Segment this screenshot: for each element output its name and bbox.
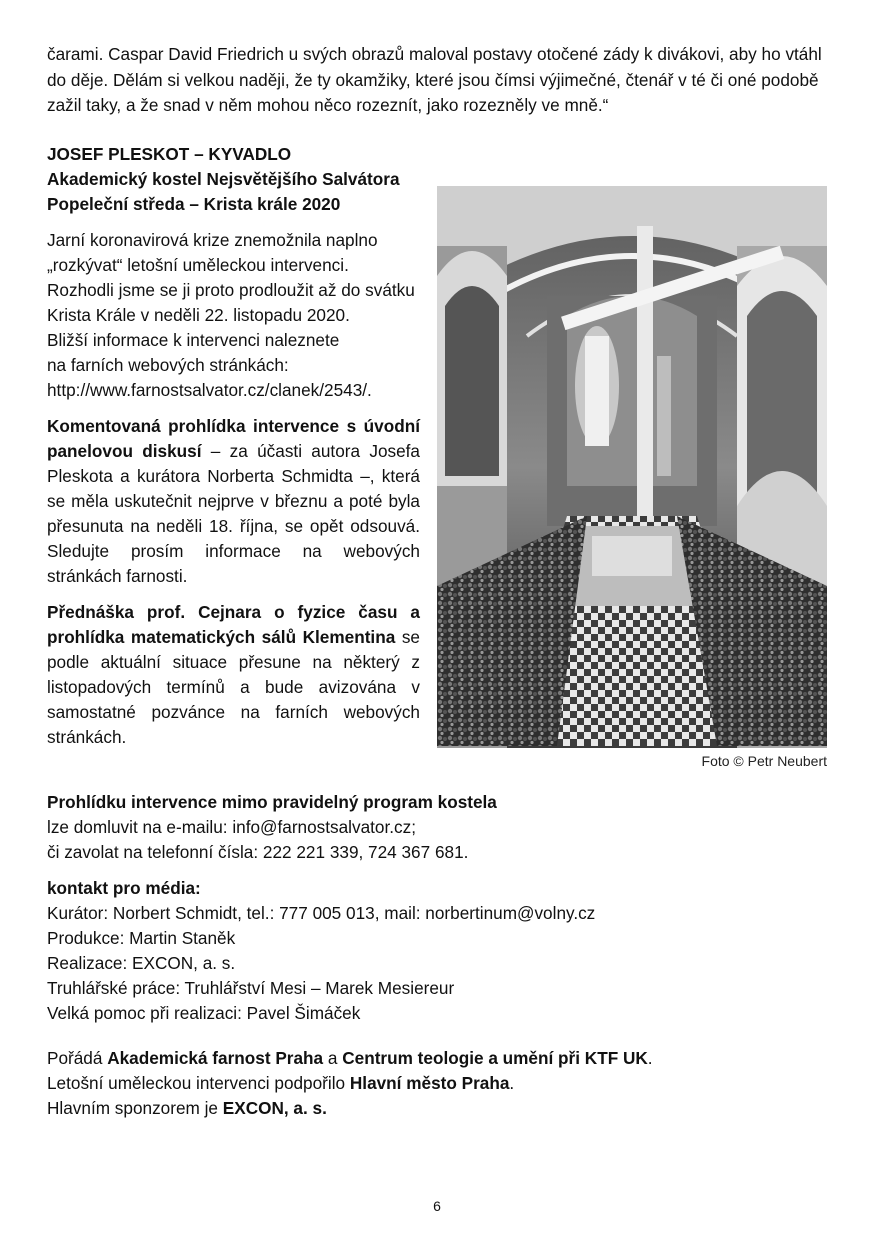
organizer-name: Akademická farnost Praha [107,1048,324,1068]
media-line: Velká pomoc při realizaci: Pavel Šimáček [47,1003,361,1023]
guided-tour-bold: Komentovaná prohlídka intervence s úvodní panelovou diskusí [47,416,420,461]
organizer-line-3 [47,1096,837,1121]
supporter-name: Hlavní město Praha [349,1073,510,1093]
church-interior-illustration [437,186,827,748]
tour-contact [47,790,837,865]
organizer-text: a [323,1048,343,1068]
event-venue: Akademický kostel Nejsvětějšího Salvátora [47,169,400,189]
info-line-1: Bližší informace k intervenci naleznete [47,330,340,350]
event-title: JOSEF PLESKOT – KYVADLO [47,144,292,164]
organizer-line-1 [47,1046,837,1071]
tour-contact-heading: Prohlídku intervence mimo pravidelný program kostela [47,792,497,812]
media-line: Kurátor: Norbert Schmidt, tel.: 777 005 013, mail: norbertinum@volny.cz [47,903,596,923]
organizer-line-2 [47,1071,837,1096]
intro-paragraph: čarami. Caspar David Friedrich u svých obrazů maloval postavy otočené zády k divákovi, aby ho vtáhl do děje. Dělám si velkou naději, že ty okamžiky, které jsou čímsi výjimečné, čtenář v té či oné podobě zažil taky, a že snad v něm mohou něco rozeznít, jako rozezněly ve mně.“ [47,44,822,115]
extension-text: Jarní koronavirová krize znemožnila naplno „rozkývat“ letošní uměleckou intervenci. Rozhodli jsme se ji proto prodloužit až do svátku Krista Krále v neděli 22. listopadu 2020. [47,230,415,325]
organizers [47,1046,837,1121]
tour-email-line: lze domluvit na e-mailu: info@farnostsalvator.cz; [47,817,416,837]
media-line: Realizace: EXCON, a. s. [47,953,236,973]
photo-caption: Foto © Petr Neubert [701,753,827,769]
organizer-name: Centrum teologie a umění při KTF UK [342,1048,648,1068]
event-dates: Popeleční středa – Krista krále 2020 [47,194,341,214]
sponsor-text: Hlavním sponzorem je [47,1098,223,1118]
info-line-2: na farních webových stránkách: [47,355,289,375]
supporter-text: Letošní uměleckou intervenci podpořilo [47,1073,350,1093]
bottom-section [47,790,837,1132]
media-contact [47,876,837,1026]
lecture-paragraph [47,600,420,750]
media-line: Produkce: Martin Staněk [47,928,236,948]
info-link[interactable]: http://www.farnostsalvator.cz/clanek/2543/. [47,380,372,400]
guided-tour-paragraph [47,414,420,589]
extension-paragraph [47,228,420,403]
guided-tour-text: – za účasti autora Josefa Pleskota a kurátora Norberta Schmidta –, která se měla uskutečnit nejprve v březnu a poté byla přesunuta na neděli 18. října, se opět odsouvá. Sledujte prosím informace na webových stránkách farnosti. [47,441,420,586]
organizer-text: Pořádá [47,1048,108,1068]
lecture-bold: Přednáška prof. Cejnara o fyzice času a prohlídka matematických sálů Klementina [47,602,420,647]
church-interior-photo [437,186,827,748]
tour-phone-line: či zavolat na telefonní čísla: 222 221 339, 724 367 681. [47,842,469,862]
sponsor-name: EXCON, a. s. [222,1098,327,1118]
media-heading: kontakt pro média: [47,878,201,898]
left-column [47,142,420,761]
event-heading [47,142,420,217]
organizer-text: . [647,1048,653,1068]
page-number: 6 [433,1198,441,1214]
media-line: Truhlářské práce: Truhlářství Mesi – Marek Mesiereur [47,978,455,998]
supporter-text: . [509,1073,515,1093]
lecture-text: se podle aktuální situace přesune na některý z listopadových termínů a bude avizována v samostatné pozvánce na farních webových stránkách. [47,627,420,747]
